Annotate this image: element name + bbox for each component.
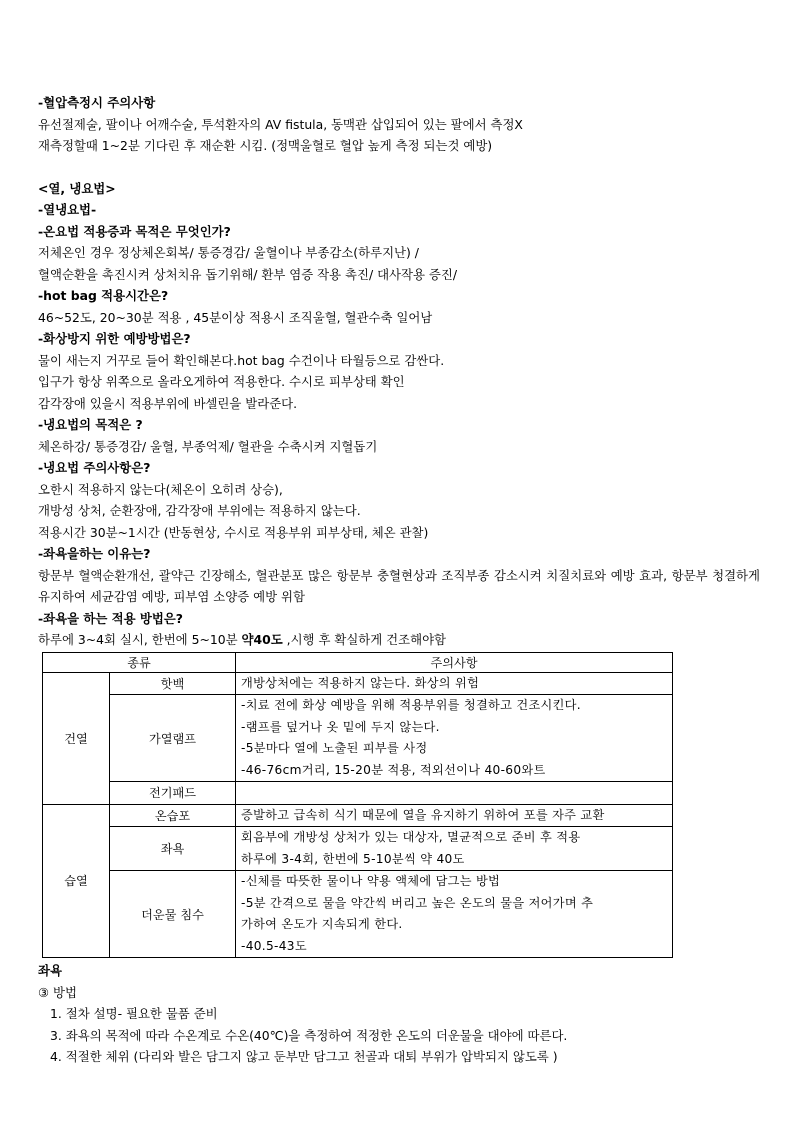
item-name: 좌욕 [110, 827, 236, 871]
caution-line: 하루에 3-4회, 한번에 5-10분씩 약 40도 [241, 851, 465, 866]
caution-line: -5분 간격으로 물을 약간씩 버리고 높은 온도의 물을 저어가며 추 [241, 895, 594, 910]
question-heading: -좌욕을 하는 적용 방법은? [38, 610, 183, 626]
caution-line: -46-76cm거리, 15-20분 적용, 적외선이나 40-60와트 [241, 762, 546, 777]
table-row [43, 782, 673, 805]
item-caution [236, 804, 673, 827]
answer-text: ,시행 후 확실하게 건조해야함 [282, 632, 447, 647]
table-row [43, 672, 673, 695]
item-caution [236, 827, 673, 871]
caution-line: -5분마다 열에 노출된 피부를 사정 [241, 741, 428, 755]
section-subtitle: -열냉요법- [38, 202, 97, 217]
step-item: 3. 좌욕의 목적에 따라 수온계로 수온(40℃)을 측정하여 적정한 온도의 더운물을 대야에 따른다. [50, 1027, 568, 1043]
question-heading: -냉요법 주의사항은? [38, 460, 151, 475]
caution-line: 증발하고 급속히 식기 때문에 열을 유지하기 위하여 포를 자주 교환 [241, 807, 605, 822]
item-name: 더운물 침수 [110, 871, 236, 958]
method-heading: ③ 방법 [38, 984, 77, 1000]
caution-line: -램프를 덮거나 옷 밑에 두지 않는다. [241, 719, 440, 734]
bp-line: 재측정할때 1~2분 기다린 후 재순환 시킴. (정맥울혈로 혈압 높게 측정 되는것 예방) [38, 138, 493, 153]
item-name: 핫백 [110, 672, 236, 695]
table-row [43, 827, 673, 871]
item-caution [236, 871, 673, 958]
answer-line: 체온하강/ 통증경감/ 울혈, 부종억제/ 혈관을 수축시켜 지혈돕기 [38, 438, 378, 454]
table-row [43, 871, 673, 958]
caution-line: -치료 전에 화상 예방을 위해 적용부위를 청결하고 건조시킨다. [241, 698, 581, 712]
answer-line: 저체온인 경우 정상체온회복/ 통증경감/ 울혈이나 부종감소(하루지난) / [38, 245, 419, 260]
answer-line: 감각장애 있을시 적용부위에 바셀린을 발라준다. [38, 395, 298, 411]
answer-line: 46~52도, 20~30분 적용 , 45분이상 적용시 조직울혈, 혈관수축 일어남 [38, 309, 433, 325]
bp-line: 유선절제술, 팔이나 어깨수술, 투석환자의 AV fistula, 동맥관 삽입되어 있는 팔에서 측정X [38, 116, 523, 132]
question-heading: -화상방지 위한 예방방법은? [38, 331, 191, 346]
answer-text: 하루에 3~4회 실시, 한번에 5~10분 [38, 632, 242, 647]
answer-line: 개방성 상처, 순환장애, 감각장애 부위에는 적용하지 않는다. [38, 503, 361, 518]
header-type: 종류 [43, 652, 236, 672]
question-heading: -hot bag 적용시간은? [38, 288, 169, 303]
question-heading: -온요법 적용증과 목적은 무엇인가? [38, 223, 231, 239]
question-heading: -좌욕을하는 이유는? [38, 546, 151, 561]
item-caution [236, 672, 673, 695]
question-heading: -냉요법의 목적은 ? [38, 417, 143, 432]
answer-line: 입구가 항상 위쪽으로 올라오게하여 적용한다. 수시로 피부상태 확인 [38, 374, 405, 389]
group-dry-heat: 건열 [43, 672, 110, 804]
heat-therapy-table [42, 652, 673, 959]
answer-line: 오한시 적용하지 않는다(체온이 오히려 상승), [38, 481, 283, 497]
caution-line: 개방상처에는 적용하지 않는다. 화상의 위험 [241, 675, 480, 690]
item-name: 전기패드 [110, 782, 236, 805]
answer-line: 적용시간 30분~1시간 (반동현상, 수시로 적용부위 피부상태, 체온 관찰) [38, 524, 429, 540]
answer-emphasis: 약40도 [241, 632, 283, 647]
method-steps [38, 1003, 760, 1068]
answer-paragraph: 항문부 혈액순환개선, 괄약근 긴장해소, 혈관분포 많은 항문부 충혈현상과 조직부종 감소시켜 치질치료와 예방 효과, 항문부 청결하게 유지하여 세균감염 예방, 피부염 소양증 예방 위함 [38, 567, 760, 604]
header-caution: 주의사항 [236, 652, 673, 672]
spacer [38, 157, 760, 178]
answer-line [38, 629, 760, 651]
step-item: 4. 적절한 체위 (다리와 발은 담그지 않고 둔부만 담그고 천골과 대퇴 부위가 압박되지 않도록 ) [50, 1049, 558, 1064]
table-header-row [43, 652, 673, 672]
item-caution [236, 695, 673, 782]
caution-line: 회음부에 개방성 상처가 있는 대상자, 멸균적으로 준비 후 적용 [241, 830, 581, 844]
table-row [43, 695, 673, 782]
document-page [38, 92, 760, 1068]
item-name: 가열램프 [110, 695, 236, 782]
sitzbath-title: 좌욕 [38, 963, 62, 978]
group-wet-heat: 습열 [43, 804, 110, 958]
step-item: 1. 절차 설명- 필요한 물품 준비 [50, 1006, 218, 1021]
caution-line: -40.5-43도 [241, 938, 307, 953]
bp-heading: -혈압측정시 주의사항 [38, 95, 156, 110]
item-name: 온습포 [110, 804, 236, 827]
caution-line: -신체를 따뜻한 물이나 약용 액체에 담그는 방법 [241, 874, 501, 888]
section-title: <열, 냉요법> [38, 180, 116, 196]
caution-line: 가하여 온도가 지속되게 한다. [241, 917, 403, 931]
table-row [43, 804, 673, 827]
caution-line [241, 782, 667, 804]
item-caution [236, 782, 673, 805]
answer-line: 물이 새는지 거꾸로 들어 확인해본다.hot bag 수건이나 타월등으로 감싼다. [38, 352, 445, 368]
answer-line: 혈액순환을 촉진시켜 상처치유 돕기위해/ 환부 염증 작용 촉진/ 대사작용 증진/ [38, 266, 458, 282]
